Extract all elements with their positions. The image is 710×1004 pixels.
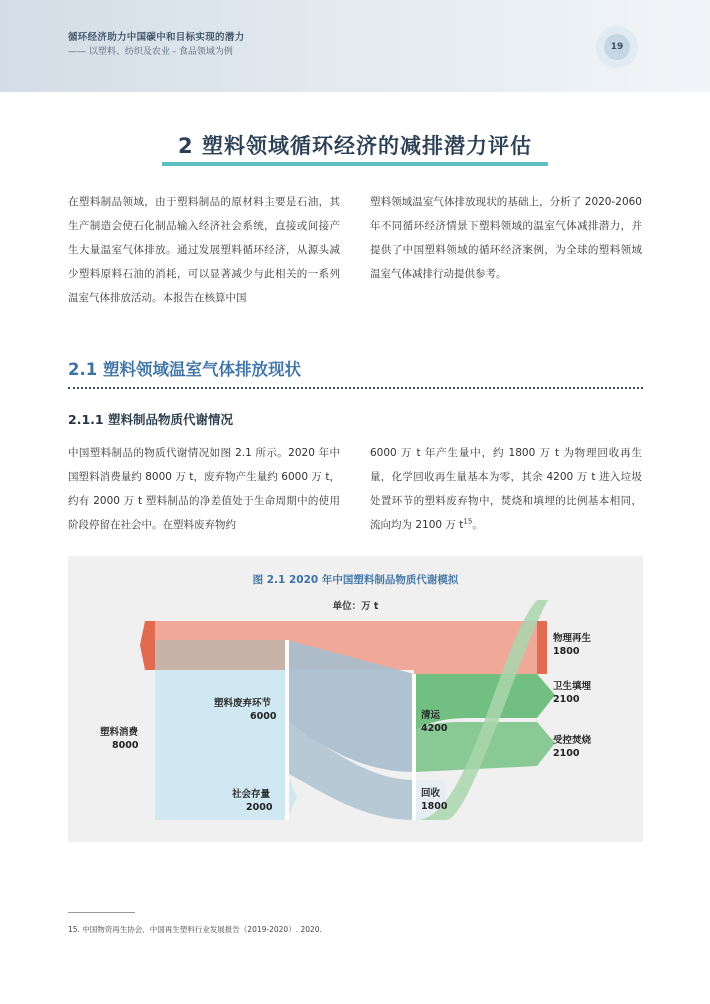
label-incineration-value: 2100 bbox=[553, 748, 580, 759]
label-landfill-name: 卫生填埋 bbox=[553, 681, 592, 692]
label-social-stock-name: 社会存量 bbox=[232, 789, 271, 800]
label-plastic-consumption bbox=[100, 726, 138, 752]
label-transport-name: 清运 bbox=[421, 710, 441, 721]
label-incineration bbox=[553, 734, 591, 760]
divider-outflow bbox=[412, 674, 416, 820]
label-plastic-consumption-value: 8000 bbox=[112, 740, 139, 751]
chapter-paragraph-left: 在塑料制品领域，由于塑料制品的原材料主要是石油，其生产制造会使石化制品输入经济社会系统，直接或间接产生大量温室气体排放。通过发展塑料循环经济，从源头减少塑料原料石油的消耗，可以显著减少与此相关的一系列温室气体排放活动。本报告在核算中国 bbox=[68, 196, 340, 304]
subsection-paragraph-left: 中国塑料制品的物质代谢情况如图 2.1 所示。2020 年中国塑料消费量约 8000 万 t，废弃物产生量约 6000 万 t，约有 2000 万 t 塑料制品的净差值处于生命周期中的使用阶段停留在社会中。在塑料废弃物约 bbox=[68, 447, 340, 531]
label-transport-value: 4200 bbox=[421, 723, 448, 734]
label-transport bbox=[421, 709, 447, 735]
footnote: 15. 中国物资再生协会．中国再生塑料行业发展报告（2019-2020）. 2020. bbox=[68, 925, 322, 934]
label-plastic-consumption-name: 塑料消费 bbox=[100, 727, 139, 738]
label-waste-stage-name: 塑料废弃环节 bbox=[214, 698, 272, 709]
figure-title: 图 2.1 2020 年中国塑料制品物质代谢模拟 bbox=[252, 574, 459, 586]
label-recovery-name: 回收 bbox=[421, 788, 441, 799]
report-title: 循环经济助力中国碳中和目标实现的潜力 bbox=[68, 32, 245, 43]
subsection-paragraph-right-end: 。 bbox=[472, 519, 483, 531]
page-number: 19 bbox=[604, 34, 630, 60]
label-physical-recycling bbox=[553, 632, 591, 658]
label-incineration-name: 受控焚烧 bbox=[553, 735, 592, 746]
label-physical-recycling-value: 1800 bbox=[553, 646, 580, 657]
label-recovery bbox=[421, 787, 447, 813]
label-social-stock-value: 2000 bbox=[246, 802, 273, 813]
label-physical-recycling-name: 物理再生 bbox=[553, 633, 592, 644]
label-waste-stage bbox=[214, 697, 276, 723]
section-title: 2.1 塑料领域温室气体排放现状 bbox=[68, 360, 301, 379]
node-social-stock bbox=[155, 773, 297, 820]
subsection-title: 2.1.1 塑料制品物质代谢情况 bbox=[68, 412, 233, 427]
report-subtitle: —— 以塑料、纺织及农业 - 食品领域为例 bbox=[68, 47, 233, 57]
consumption-entry-marker bbox=[140, 621, 155, 670]
label-landfill-value: 2100 bbox=[553, 694, 580, 705]
subsection-paragraph-right-text: 6000 万 t 年产生量中，约 1800 万 t 为物理回收再生量，化学回收再生量基本为零，其余 4200 万 t 进入垃圾处置环节的塑料废弃物中，焚烧和填埋的比例基本相同，流向均为 2100 万 t bbox=[370, 447, 642, 531]
chapter-title: 2 塑料领域循环经济的减排潜力评估 bbox=[178, 134, 532, 158]
node-consumption-recycled-part bbox=[155, 640, 287, 670]
divider-consumption bbox=[285, 640, 289, 820]
label-landfill bbox=[553, 680, 591, 706]
footnote-reference: 15 bbox=[463, 517, 473, 526]
label-recovery-value: 1800 bbox=[421, 801, 448, 812]
chapter-paragraph-right: 塑料领域温室气体排放现状的基础上，分析了 2020-2060 年不同循环经济情景下塑料领域的温室气体减排潜力，并提供了中国塑料领域的循环经济案例，为全球的塑料领域温室气体减排行动提供参考。 bbox=[370, 196, 642, 280]
figure-unit: 单位：万 t bbox=[332, 601, 379, 612]
node-physical-recycling bbox=[537, 621, 547, 674]
footnote-rule bbox=[68, 912, 135, 913]
label-social-stock bbox=[232, 788, 272, 814]
label-waste-stage-value: 6000 bbox=[250, 711, 277, 722]
